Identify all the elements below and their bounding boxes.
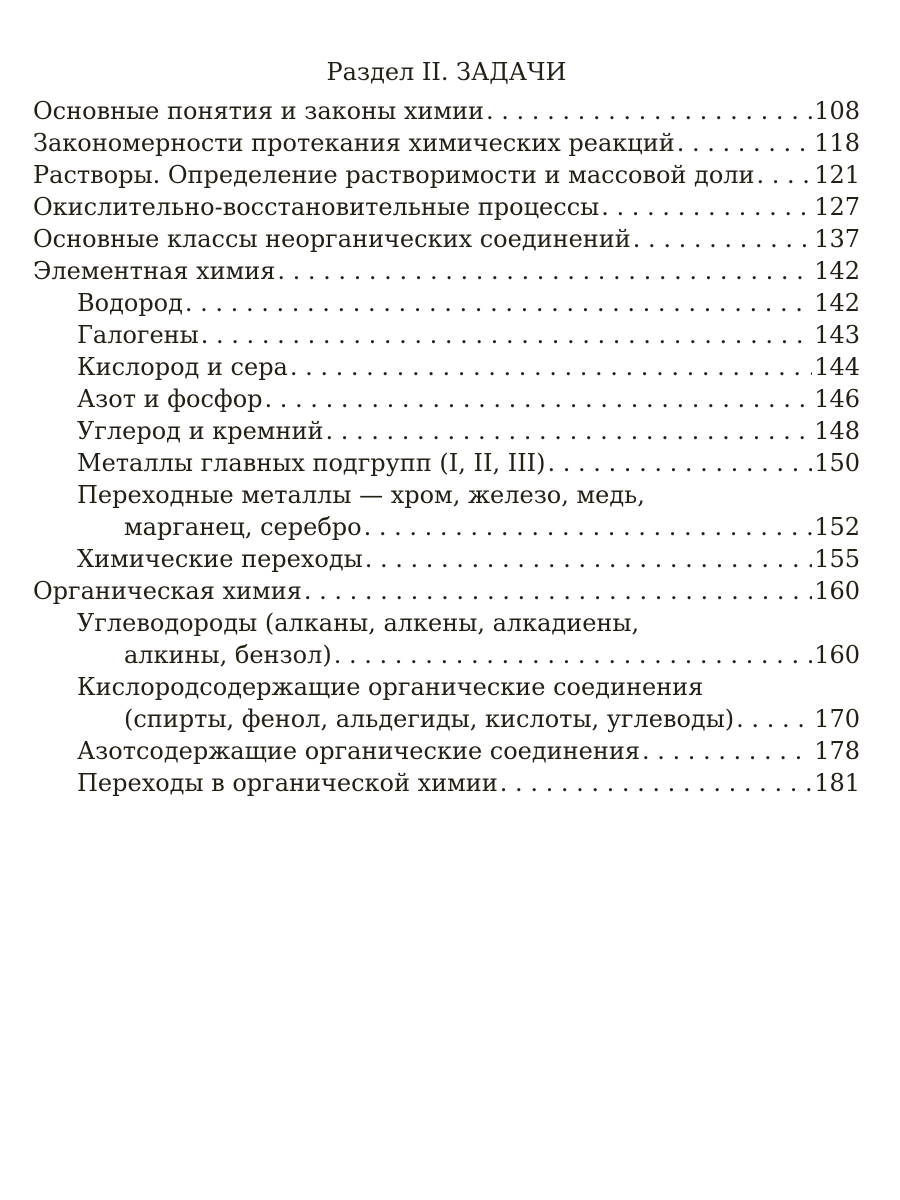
toc-entry-title: Переходы в органической химии bbox=[77, 769, 498, 797]
dot-leader bbox=[642, 735, 812, 767]
toc-entry-title-line2: алкины, бензол) bbox=[124, 641, 332, 669]
toc-entry-page: 148 bbox=[814, 417, 860, 445]
toc-entry-title-line2: марганец, серебро bbox=[124, 513, 362, 541]
toc-list bbox=[33, 95, 860, 799]
toc-entry-title: Закономерности протекания химических реакций bbox=[33, 129, 675, 157]
toc-entry-title: Углерод и кремний bbox=[77, 417, 324, 445]
dot-leader bbox=[500, 767, 812, 799]
toc-entry-nitrogen-phosphorus[interactable] bbox=[33, 383, 860, 415]
section-title: Раздел II. ЗАДАЧИ bbox=[326, 58, 567, 86]
toc-entry-title: Основные понятия и законы химии bbox=[33, 97, 485, 125]
toc-entry-nitrogen-organics[interactable] bbox=[33, 735, 860, 767]
toc-entry-page: 155 bbox=[814, 545, 860, 573]
dot-leader bbox=[334, 639, 812, 671]
dot-leader bbox=[601, 191, 812, 223]
toc-entry-transition-metals[interactable] bbox=[33, 479, 860, 543]
toc-entry-page: 108 bbox=[814, 97, 860, 125]
toc-entry-halogens[interactable] bbox=[33, 319, 860, 351]
toc-entry-title-line2: (спирты, фенол, альдегиды, кислоты, углеводы) bbox=[124, 705, 735, 733]
dot-leader bbox=[736, 703, 812, 735]
toc-entry-title-line1: Углеводороды (алканы, алкены, алкадиены, bbox=[77, 609, 640, 637]
toc-entry-chemical-transitions[interactable] bbox=[33, 543, 860, 575]
toc-entry-page: 118 bbox=[814, 129, 860, 157]
toc-entry-oxygen-sulfur[interactable] bbox=[33, 351, 860, 383]
dot-leader bbox=[201, 319, 812, 351]
toc-entry-title: Растворы. Определение растворимости и массовой доли bbox=[33, 161, 755, 189]
toc-entry-basic-concepts[interactable] bbox=[33, 95, 860, 127]
toc-entry-title: Окислительно-восстановительные процессы bbox=[33, 193, 600, 221]
toc-entry-elemental-chemistry[interactable] bbox=[33, 255, 860, 287]
dot-leader bbox=[677, 127, 812, 159]
toc-entry-redox[interactable] bbox=[33, 191, 860, 223]
toc-entry-page: 127 bbox=[814, 193, 860, 221]
toc-entry-page: 143 bbox=[814, 321, 860, 349]
dot-leader bbox=[757, 159, 813, 191]
toc-entry-page: 152 bbox=[814, 513, 860, 541]
toc-entry-hydrogen[interactable] bbox=[33, 287, 860, 319]
toc-entry-title: Элементная химия bbox=[33, 257, 276, 285]
dot-leader bbox=[365, 543, 812, 575]
toc-entry-page: 142 bbox=[814, 289, 860, 317]
toc-entry-page: 181 bbox=[814, 769, 860, 797]
toc-entry-page: 150 bbox=[814, 449, 860, 477]
dot-leader bbox=[277, 255, 812, 287]
toc-entry-page: 160 bbox=[814, 577, 860, 605]
toc-entry-carbon-silicon[interactable] bbox=[33, 415, 860, 447]
dot-leader bbox=[325, 415, 812, 447]
toc-entry-reaction-laws[interactable] bbox=[33, 127, 860, 159]
toc-entry-title: Металлы главных подгрупп (I, II, III) bbox=[77, 449, 546, 477]
toc-entry-page: 121 bbox=[814, 161, 860, 189]
toc-entry-page: 178 bbox=[814, 737, 860, 765]
toc-entry-inorganic-classes[interactable] bbox=[33, 223, 860, 255]
toc-entry-title: Водород bbox=[77, 289, 183, 317]
toc-entry-title: Химические переходы bbox=[77, 545, 363, 573]
dot-leader bbox=[185, 287, 812, 319]
toc-entry-page: 137 bbox=[814, 225, 860, 253]
toc-entry-title: Основные классы неорганических соединений bbox=[33, 225, 631, 253]
toc-entry-page: 170 bbox=[814, 705, 860, 733]
dot-leader bbox=[486, 95, 812, 127]
toc-entry-page: 144 bbox=[814, 353, 860, 381]
toc-entry-title: Органическая химия bbox=[33, 577, 302, 605]
toc-entry-oxygen-organics[interactable] bbox=[33, 671, 860, 735]
dot-leader bbox=[265, 383, 813, 415]
toc-entry-page: 142 bbox=[814, 257, 860, 285]
toc-entry-title: Кислород и сера bbox=[77, 353, 288, 381]
toc-entry-main-group-metals[interactable] bbox=[33, 447, 860, 479]
toc-entry-title: Галогены bbox=[77, 321, 199, 349]
toc-entry-organic-chemistry[interactable] bbox=[33, 575, 860, 607]
dot-leader bbox=[548, 447, 813, 479]
dot-leader bbox=[290, 351, 812, 383]
dot-leader bbox=[304, 575, 812, 607]
toc-entry-title-line1: Переходные металлы — хром, железо, медь, bbox=[77, 481, 645, 509]
toc-entry-page: 160 bbox=[814, 641, 860, 669]
toc-entry-hydrocarbons[interactable] bbox=[33, 607, 860, 671]
dot-leader bbox=[633, 223, 812, 255]
toc-entry-page: 146 bbox=[814, 385, 860, 413]
toc-page bbox=[33, 56, 860, 799]
toc-entry-title: Азотсодержащие органические соединения bbox=[77, 737, 640, 765]
toc-entry-solutions[interactable] bbox=[33, 159, 860, 191]
toc-entry-title: Азот и фосфор bbox=[77, 385, 263, 413]
dot-leader bbox=[364, 511, 813, 543]
toc-entry-organic-transitions[interactable] bbox=[33, 767, 860, 799]
toc-entry-title-line1: Кислородсодержащие органические соединения bbox=[77, 673, 704, 701]
